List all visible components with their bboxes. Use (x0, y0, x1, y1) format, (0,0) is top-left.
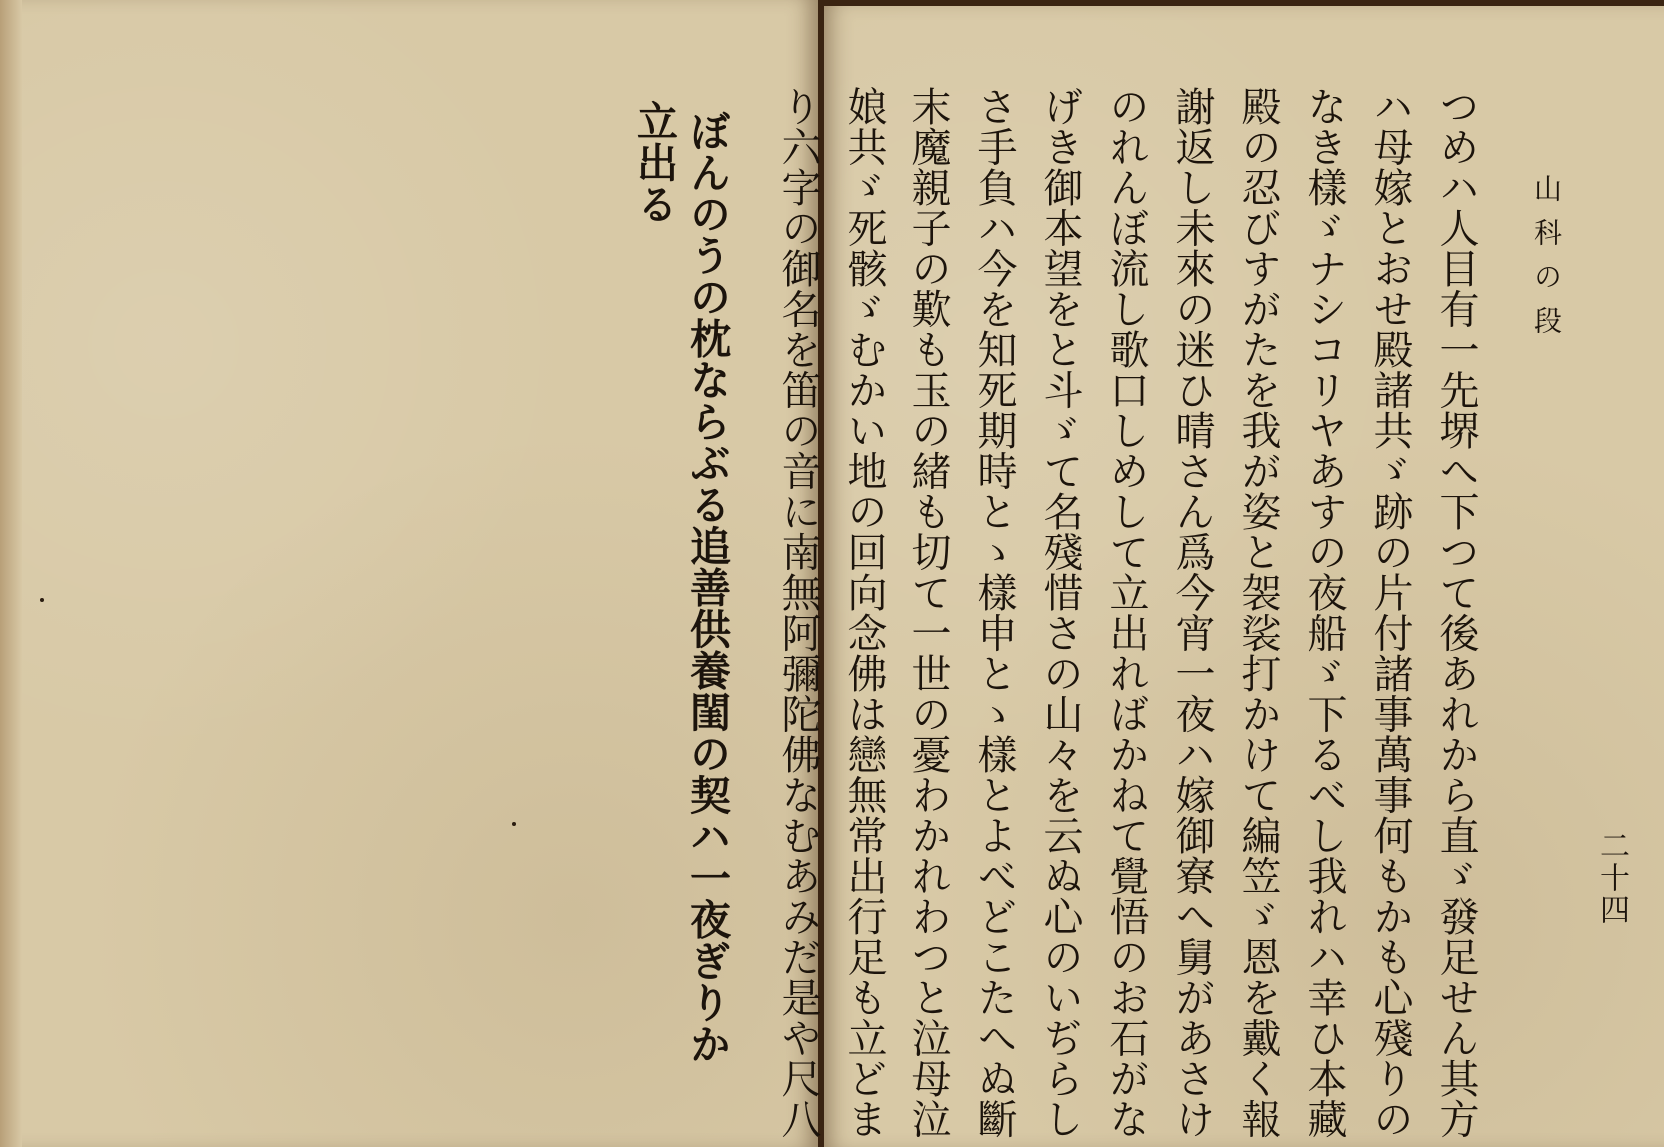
left-page (0, 0, 821, 1147)
text-column-6: のれんぼ流し歌口しめして立出ればかねて覺悟のお石がな (1103, 86, 1149, 1139)
text-column-2: ハ母嫁とおせ殿諸共ゞ跡の片付諸事萬事何もかも心殘りの (1367, 86, 1413, 1139)
left-page-column-2: 立出る (630, 100, 678, 225)
paper-speck (512, 822, 516, 826)
text-column-3: なき樣ゞナシコリヤあすの夜船ゞ下るべし我れハ幸ひ本藏 (1301, 86, 1347, 1139)
text-column-1: つめハ人目有一先堺へ下つて後あれから直ゞ發足せん其方 (1433, 86, 1479, 1139)
text-column-5: 謝返し未來の迷ひ晴さん爲今宵一夜ハ嫁御寮へ舅があさけ (1169, 86, 1215, 1139)
page-edge (0, 0, 22, 1147)
right-page (824, 6, 1664, 1147)
paper-speck (40, 598, 44, 602)
text-column-11: り六字の御名を笛の音に南無阿彌陀佛なむあみだ是や尺八 (775, 86, 821, 1139)
running-head: 山科の段 (1530, 174, 1563, 350)
text-column-7: げき御本望をと斗ゞて名殘惜さの山々を云ぬ心のいぢらし (1037, 86, 1083, 1139)
text-column-4: 殿の忍びすがたを我が姿と袈裟打かけて編笠ゞ恩を戴く報 (1235, 86, 1281, 1139)
text-column-10: 娘共ゞ死骸ゞむかい地の回向念佛は戀無常出行足も立どま (841, 86, 887, 1139)
page-number: 二十四 (1594, 830, 1629, 926)
left-page-column-1: ぼんのうの枕ならぶる追善供養閨の契ハ一夜ぎりか (683, 110, 731, 1065)
text-column-9: 末魔親子の歎も玉の緒も切て一世の憂わかれわつと泣母泣 (905, 86, 951, 1139)
text-column-8: さ手負ハ今を知死期時とゝ樣申とゝ樣とよべどこたへぬ斷 (971, 86, 1017, 1139)
